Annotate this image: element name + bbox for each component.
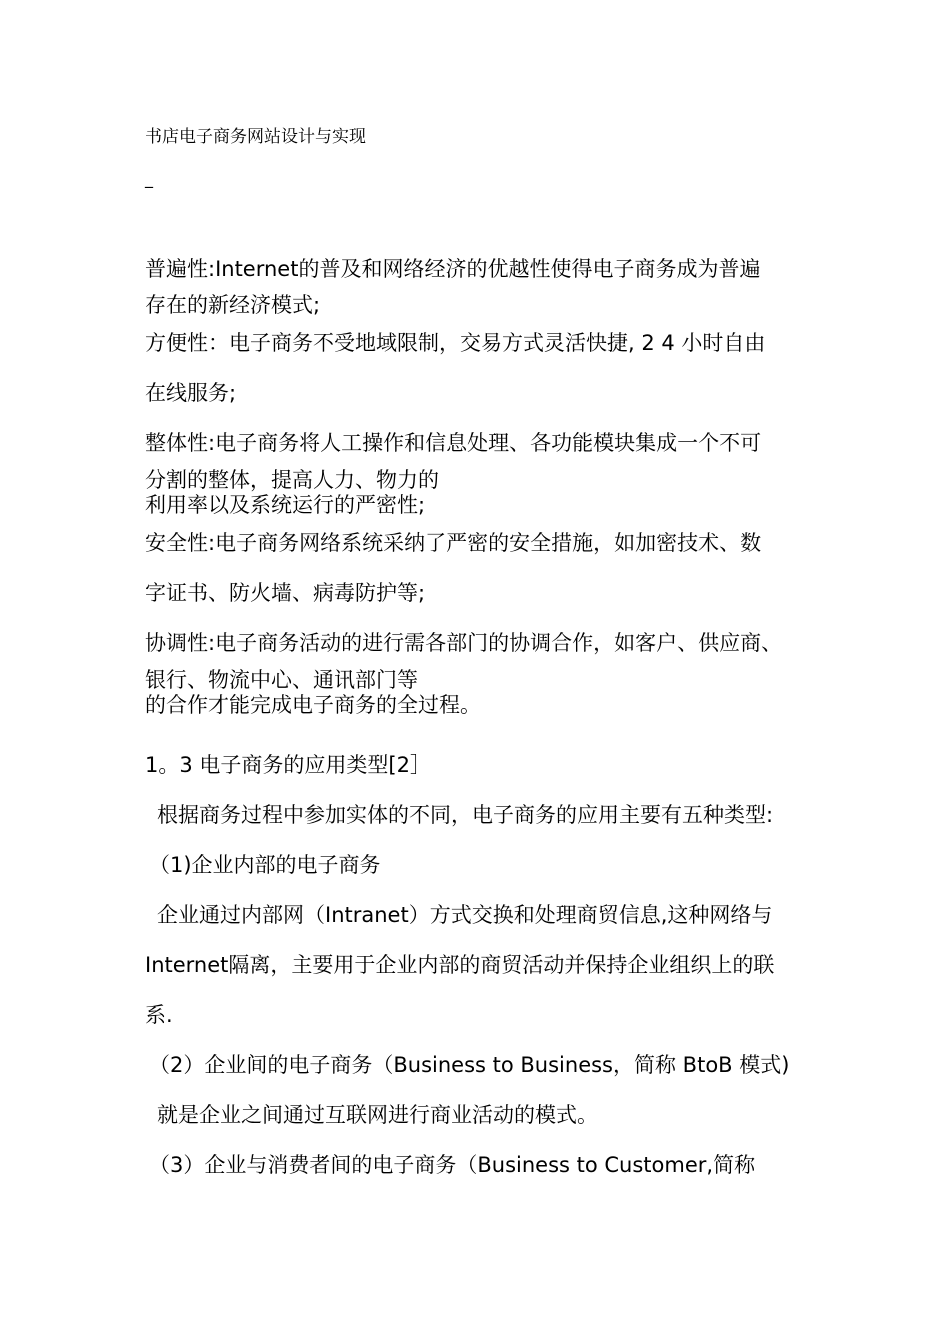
paragraph-line: 银行、物流中心、通讯部门等 [145,668,418,692]
paragraph-line: 的合作才能完成电子商务的全过程。 [145,693,481,717]
paragraph-line: 分割的整体，提高人力、物力的 [145,468,439,492]
paragraph-line: 整体性:电子商务将人工操作和信息处理、各功能模块集成一个不可 [145,431,762,455]
paragraph-line: 企业通过内部网（Intranet）方式交换和处理商贸信息,这种网络与 [157,903,773,927]
paragraph-line: 普遍性:Internet的普及和网络经济的优越性使得电子商务成为普遍 [145,257,761,281]
subsection-heading: （1)企业内部的电子商务 [149,853,381,877]
subsection-heading: （2）企业间的电子商务（Business to Business，简称 BtoB 模式) [149,1053,790,1077]
header-dash: _ [145,169,153,188]
paragraph-line: 协调性:电子商务活动的进行需各部门的协调合作，如客户、供应商、 [145,631,783,655]
section-heading: 1。3 电子商务的应用类型[2］ [145,753,431,777]
paragraph-line: 利用率以及系统运行的严密性; [145,493,426,517]
paragraph-line: 安全性:电子商务网络系统采纳了严密的安全措施，如加密技术、数 [145,531,762,555]
paragraph-line: 系. [145,1003,173,1027]
paragraph-line: 在线服务; [145,381,237,405]
paragraph-line: Internet隔离，主要用于企业内部的商贸活动并保持企业组织上的联 [145,953,775,977]
paragraph-line: 根据商务过程中参加实体的不同，电子商务的应用主要有五种类型: [157,803,774,827]
paragraph-line: 存在的新经济模式; [145,293,321,317]
page-header-title: 书店电子商务网站设计与实现 [145,127,366,147]
subsection-heading: （3）企业与消费者间的电子商务（Business to Customer,简称 [149,1153,756,1177]
paragraph-line: 字证书、防火墙、病毒防护等; [145,581,426,605]
paragraph-line: 就是企业之间通过互联网进行商业活动的模式。 [157,1103,598,1127]
paragraph-line: 方便性：电子商务不受地域限制，交易方式灵活快捷, 2 4 小时自由 [145,331,766,355]
